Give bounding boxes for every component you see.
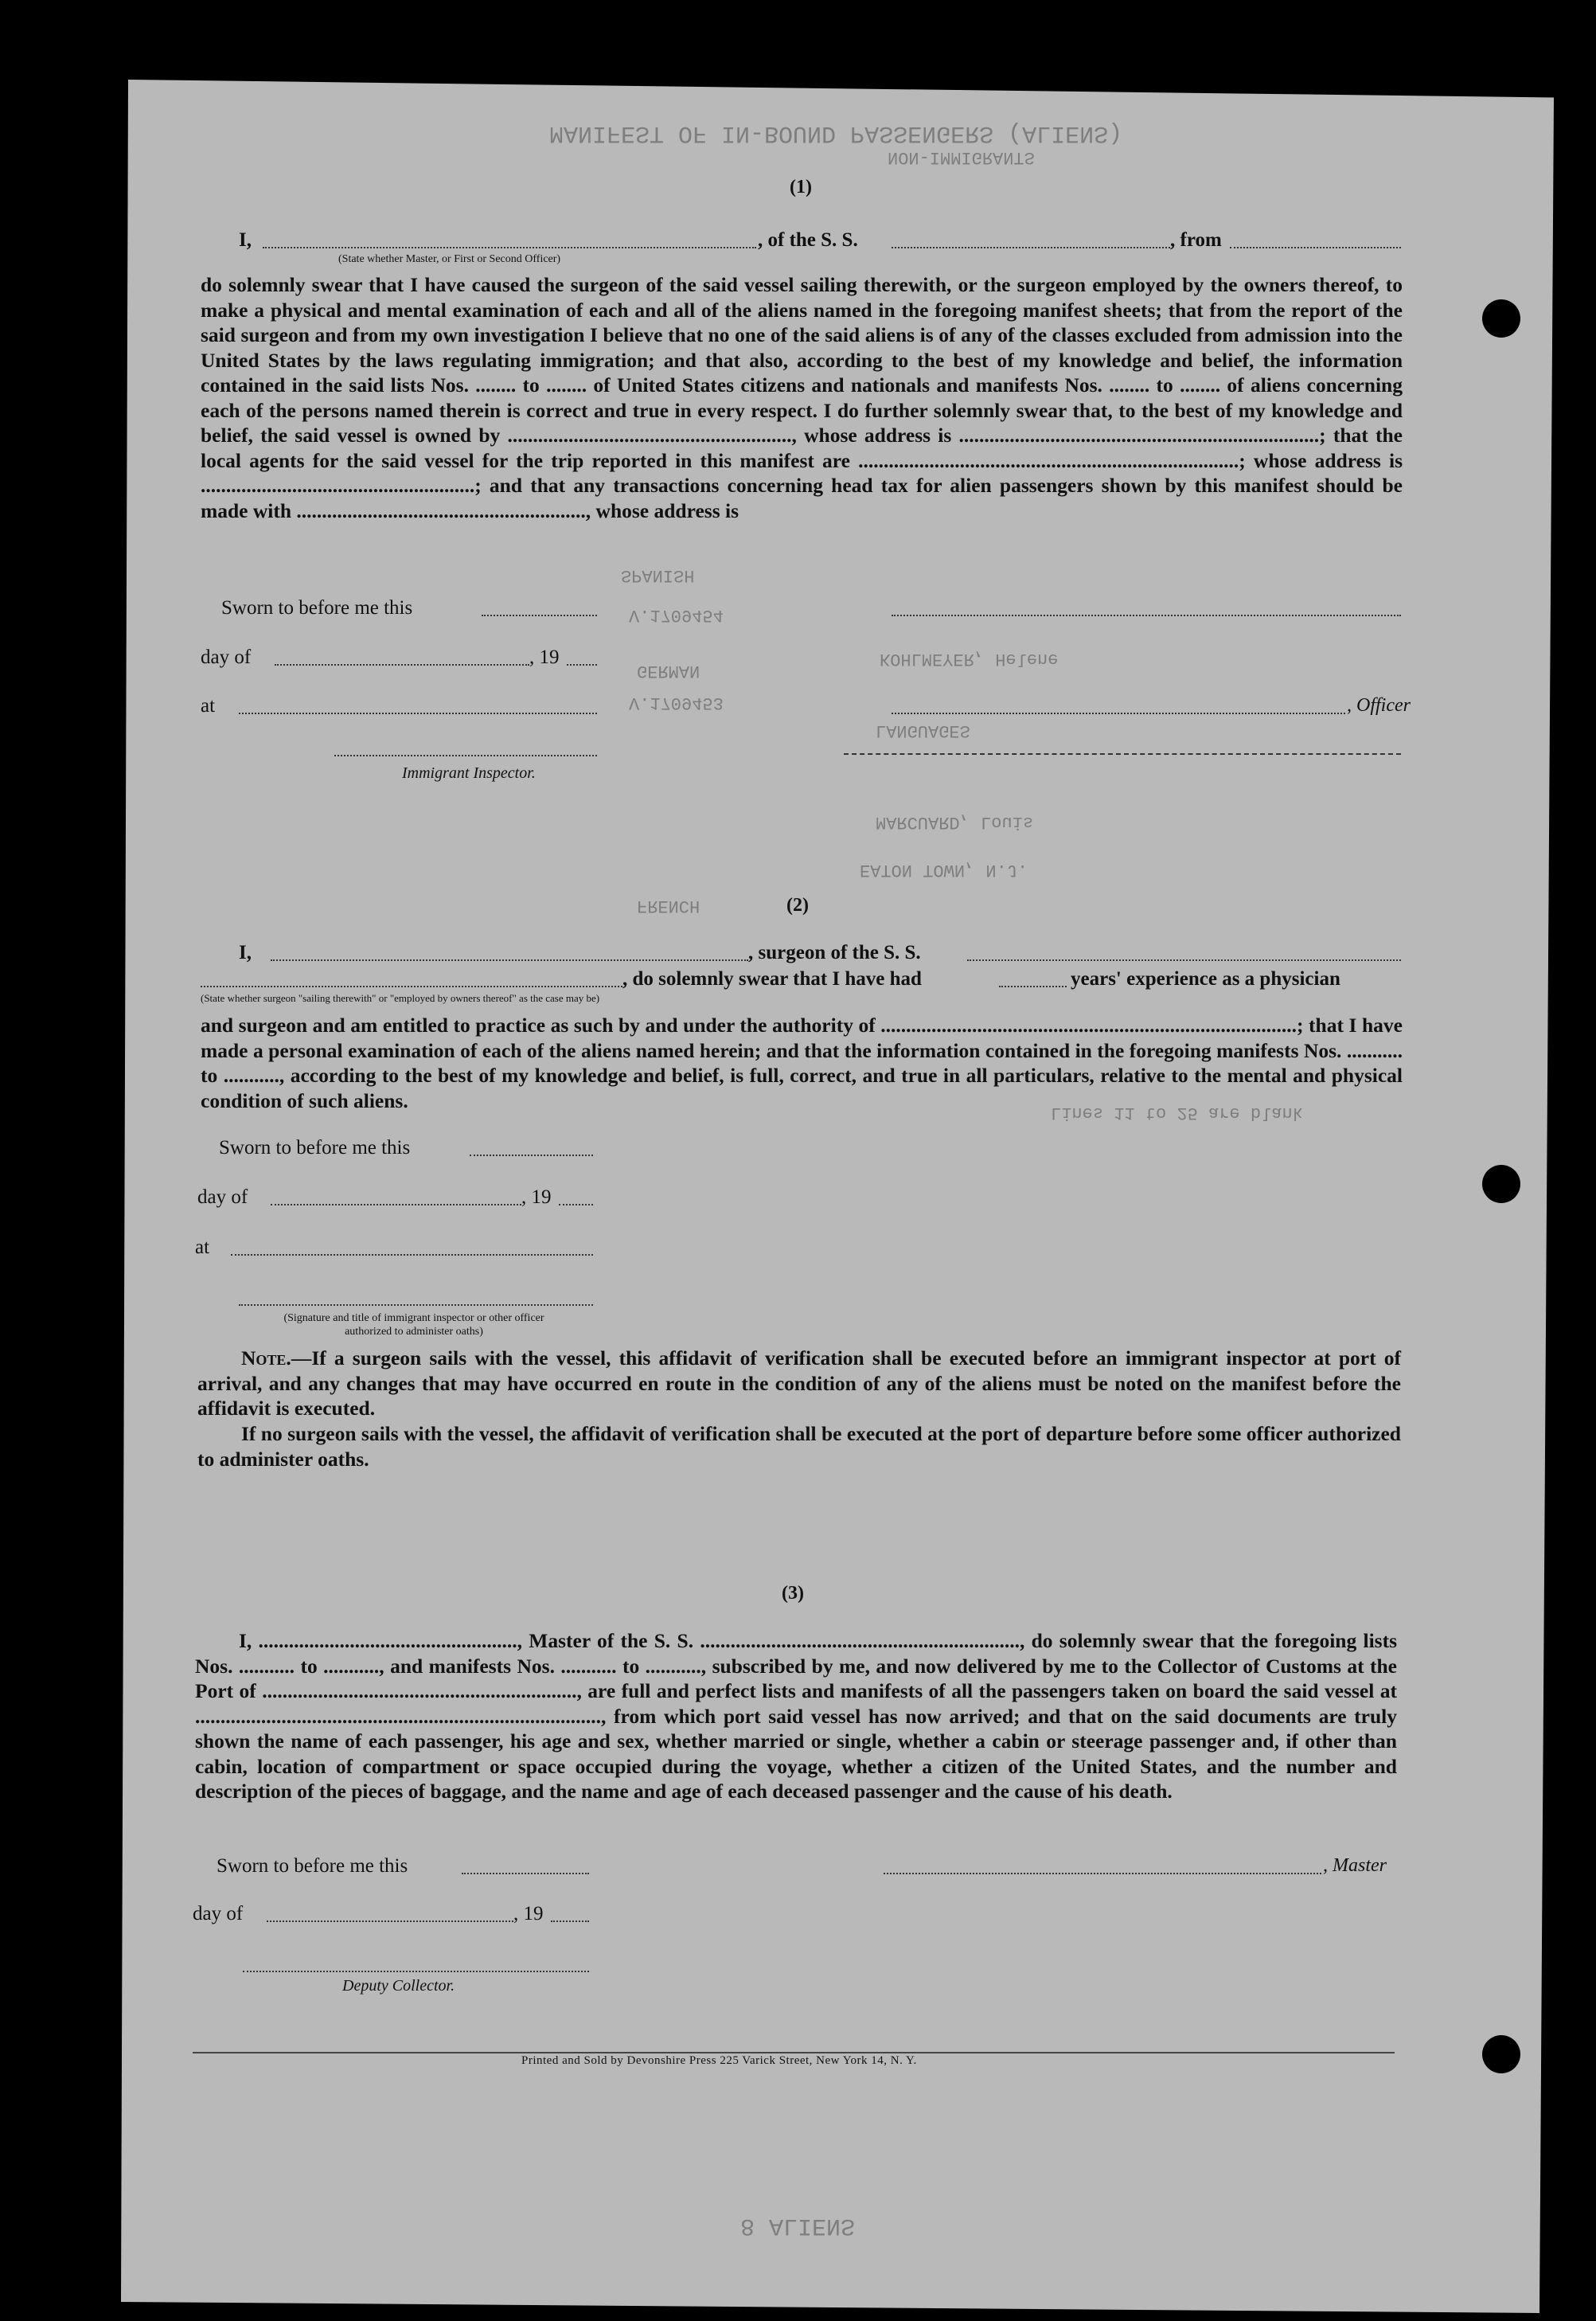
bleed-through-text: FRENCH bbox=[637, 896, 700, 916]
sworn-label: Sworn to before me this bbox=[217, 1855, 408, 1877]
bleed-through-text: SPANISH bbox=[621, 565, 695, 585]
oath-line-label: , from bbox=[1170, 229, 1222, 251]
bleed-through-text: MANIFEST OF IN-BOUND PASSENGERS (ALIENS) bbox=[549, 119, 1123, 147]
year-field[interactable] bbox=[559, 1204, 593, 1205]
note-label: Note. bbox=[241, 1346, 291, 1370]
note-text: —If a surgeon sails with the vessel, this affidavit of verification shall be executed before an immigrant inspector at port of arrival, and any changes that may have occurred en route in the condition of any of the aliens must be noted on the manifest before the affidavit is executed. bbox=[197, 1346, 1401, 1420]
day-of-label: day of bbox=[193, 1903, 244, 1924]
day-of-field[interactable] bbox=[271, 1204, 521, 1205]
at-place-field[interactable] bbox=[239, 713, 597, 714]
field-note: (State whether Master, or First or Second Officer) bbox=[338, 253, 561, 265]
sworn-date-field[interactable] bbox=[482, 615, 597, 616]
day-of-field[interactable] bbox=[267, 1920, 513, 1922]
bleed-through-text: 8 ALIENS bbox=[740, 2212, 856, 2239]
day-of-field[interactable] bbox=[275, 664, 529, 666]
master-signature-field[interactable] bbox=[884, 1873, 1321, 1874]
punch-hole-middle bbox=[1482, 1165, 1520, 1203]
year-label: , 19 bbox=[529, 647, 560, 668]
officer-field[interactable] bbox=[892, 713, 1345, 714]
master-name-field[interactable] bbox=[263, 247, 756, 248]
at-label: at bbox=[201, 695, 216, 717]
oath-line-label: , surgeon of the S. S. bbox=[748, 942, 921, 963]
oath-line-label: , of the S. S. bbox=[758, 229, 858, 251]
printer-footer: Printed and Sold by Devonshire Press 225 Varick Street, New York 14, N. Y. bbox=[521, 2054, 917, 2067]
punch-hole-bottom bbox=[1482, 2035, 1520, 2073]
oath-line-label: , do solemnly swear that I have had bbox=[622, 968, 922, 990]
sworn-label: Sworn to before me this bbox=[221, 597, 413, 619]
oath-line-label: years' experience as a physician bbox=[1071, 968, 1340, 990]
surgeon-status-field[interactable] bbox=[201, 986, 622, 987]
section1-body: do solemnly swear that I have caused the surgeon of the said vessel sailing therewith, or the surgeon employed by the owners thereof, to make a physical and mental examination of each and all of the aliens named in the foregoing manifest sheets; that from the report of the said surgeon and from my own investigation I believe that no one of the said aliens is of any of the classes excluded from admission into the United States by the laws regulating immigration; and that also, according to the best of my knowledge and belief, the information contained in the said lists Nos. ........ to ........ of United States citizens and nationals and manifests Nos. ........ to ........ of aliens concerning each of the persons named therein is correct and true in every respect. I do further solemnly swear that, to the best of my knowledge and belief, the said vessel is owned by ........................................................, whose address is .......................................................................; that the local agents for the said vessel for the trip reported in this manifest are ...........................................................................; whose address is ......................................................; and that any transactions concerning head tax for alien passengers shown by this manifest should be made with ........................................................., whose address is bbox=[201, 273, 1403, 522]
bleed-through-text: LANGUAGES bbox=[876, 721, 970, 740]
officer-label: , Officer bbox=[1347, 695, 1411, 716]
bleed-through-text: V.1709453 bbox=[629, 693, 724, 713]
sworn-label: Sworn to before me this bbox=[219, 1137, 411, 1159]
bleed-through-text: V.1709454 bbox=[629, 605, 724, 625]
divider-line bbox=[844, 753, 1401, 755]
from-port-field[interactable] bbox=[1230, 247, 1401, 248]
note-paragraph-2: If no surgeon sails with the vessel, the affidavit of verification shall be executed at the port of departure before some officer authorized to administer oaths. bbox=[197, 1422, 1401, 1471]
section-number: (1) bbox=[790, 177, 812, 197]
year-field[interactable] bbox=[551, 1920, 589, 1922]
bleed-through-text: Lines 11 to 25 are blank bbox=[1051, 1103, 1303, 1123]
sworn-date-field[interactable] bbox=[470, 1155, 593, 1156]
bleed-through-text: MARCUARD, Louis bbox=[876, 812, 1034, 832]
section2-body: and surgeon and am entitled to practice as such by and under the authority of ..................................................................................; that I have made a personal examination of each of the aliens named herein; and that the information contained in the foregoing manifests Nos. ........... to ..........., according to the best of my knowledge and belief, is full, correct, and true in all particulars, relative to the mental and physical condition of such aliens. bbox=[201, 1014, 1403, 1112]
officer-signature-field[interactable] bbox=[892, 615, 1401, 616]
oath-line-label: I, bbox=[239, 229, 252, 251]
deputy-signature-field[interactable] bbox=[243, 1971, 589, 1972]
inspector-signature-field[interactable] bbox=[334, 755, 597, 756]
day-of-label: day of bbox=[197, 1186, 248, 1208]
bleed-through-text: EATON TOWN, N.J. bbox=[860, 860, 1028, 880]
note-paragraph bbox=[197, 1346, 1401, 1421]
vessel-name-field[interactable] bbox=[892, 247, 1170, 248]
signature-field[interactable] bbox=[239, 1304, 593, 1306]
bleed-through-text: KOHLMEYER, Helene bbox=[880, 649, 1059, 669]
section-number: (2) bbox=[786, 895, 809, 916]
sworn-date-field[interactable] bbox=[462, 1873, 589, 1874]
bleed-through-text: GERMAN bbox=[637, 661, 700, 681]
surgeon-vessel-field[interactable] bbox=[967, 959, 1401, 961]
bleed-through-text: NON-IMMIGRANTS bbox=[888, 147, 1035, 167]
years-experience-field[interactable] bbox=[999, 986, 1067, 987]
year-label: , 19 bbox=[513, 1903, 544, 1924]
footer-rule bbox=[193, 2052, 1395, 2053]
year-field[interactable] bbox=[567, 664, 597, 666]
section3-body: I, ..................................................., Master of the S. S. ..............................................................., do solemnly swear that the foregoing lists Nos. ........... to ..........., and manifests Nos. ........... to ..........., subscribed by me, and now delivered by me to the Collector of Customs at the Port of .............................................................., are full and perfect lists and manifests of all the passengers taken on board the said vessel at ................................................................................, from which port said vessel has now arrived; and that on the said documents are truly shown the name of each passenger, his age and sex, whether married or single, whether a cabin or steerage passenger and, if other than cabin, location of compartment or space occupied during the voyage, whether a citizen of the United States, and the number and description of the pieces of baggage, and the name and age of each deceased passenger and the cause of his death. bbox=[195, 1629, 1397, 1803]
punch-hole-top bbox=[1482, 299, 1520, 338]
at-place-field[interactable] bbox=[231, 1254, 593, 1256]
at-label: at bbox=[195, 1237, 210, 1258]
day-of-label: day of bbox=[201, 647, 252, 668]
year-label: , 19 bbox=[521, 1186, 552, 1208]
section-number: (3) bbox=[782, 1583, 804, 1604]
signature-note: (Signature and title of immigrant inspector or other officer authorized to administer oaths) bbox=[283, 1312, 544, 1338]
inspector-label: Immigrant Inspector. bbox=[402, 764, 536, 782]
field-note: (State whether surgeon "sailing therewith" or "employed by owners thereof" as the case may be) bbox=[201, 992, 600, 1004]
deputy-label: Deputy Collector. bbox=[342, 1977, 455, 1995]
master-label: , Master bbox=[1323, 1855, 1387, 1876]
surgeon-name-field[interactable] bbox=[271, 959, 748, 961]
oath-line-label: I, bbox=[239, 942, 252, 963]
